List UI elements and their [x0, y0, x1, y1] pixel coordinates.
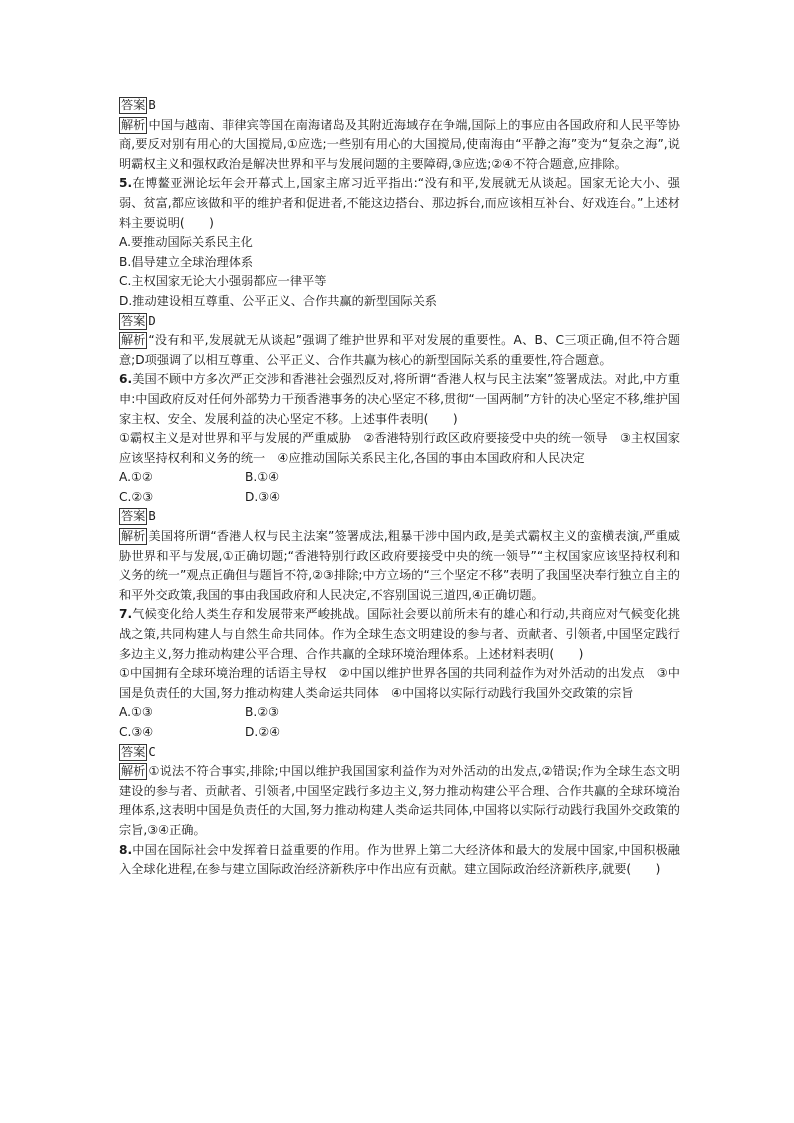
question-text: 气候变化给人类生存和发展带来严峻挑战。国际社会要以前所未有的雄心和行动,共商应对气候变化挑战之策,共同构建人与自然生命共同体。作为全球生态文明建设的参与者、贡献者、引领者,中国坚定践行多边主义,努力推动构建公平合理、合作共赢的全球环境治理体系。上述材料表明( )	[119, 607, 680, 661]
explanation-text: 中国与越南、菲律宾等国在南海诸岛及其附近海域存在争端,国际上的事应由各国政府和人民平等协商,要反对别有用心的大国搅局,①应选;一些别有用心的大国搅局,使南海由“平静之海”变为“复杂之海”,说明霸权主义和强权政治是解决世界和平与发展问题的主要障碍,③应选;②④不符合题意,应排除。	[119, 117, 680, 171]
option-grid	[119, 703, 680, 742]
answer-line	[119, 743, 680, 763]
question-5-stem	[119, 174, 680, 233]
explanation-paragraph	[119, 762, 680, 840]
explanation-tag: 解析	[121, 529, 146, 544]
question-number: 8.	[119, 842, 133, 857]
question-text: 在博鳌亚洲论坛年会开幕式上,国家主席习近平指出:“没有和平,发展就无从谈起。国家无论大小、强弱、贫富,都应该做和平的维护者和促进者,不能这边搭台、那边拆台,而应该相互补台、好戏连台。”上述材料主要说明( )	[119, 176, 680, 230]
answer-line	[119, 507, 680, 527]
explanation-text: 美国将所谓“香港人权与民主法案”签署成法,粗暴干涉中国内政,是美式霸权主义的蛮横表演,严重威胁世界和平与发展,①正确切题;“香港特别行政区政府要接受中央的统一领导”“主权国家应该坚持权利和义务的统一”观点正确但与题旨不符,②③排除;中方立场的“三个坚定不移”表明了我国坚决奉行独立自主的和平外交政策,我国的事由我国政府和人民决定,不容别国说三道四,④正确切题。	[119, 529, 680, 602]
option-b: B.①④	[245, 470, 280, 485]
statement-list: ①中国拥有全球环境治理的话语主导权 ②中国以维护世界各国的共同利益作为对外活动的出发点 ③中国是负责任的大国,努力推动构建人类命运共同体 ④中国将以实际行动践行我国外交政策的宗旨	[119, 666, 680, 700]
explanation-tag: 解析	[121, 117, 146, 132]
answer-tag: 答案	[121, 98, 146, 112]
option-c: C.③④	[119, 725, 154, 739]
option-d: D.推动建设相互尊重、公平正义、合作共赢的新型国际关系	[119, 293, 437, 308]
explanation-text: “没有和平,发展就无从谈起”强调了维护世界和平对发展的重要性。A、B、C三项正确,但不符合题意;D项强调了以相互尊重、公平正义、合作共赢为核心的新型国际关系的重要性,符合题意。	[119, 333, 680, 367]
explanation-text: ①说法不符合事实,排除;中国以维护我国国家利益作为对外活动的出发点,②错误;作为全球生态文明建设的参与者、贡献者、引领者,中国坚定践行多边主义,努力推动构建公平合理、合作共赢的全球环境治理体系,这表明中国是负责任的大国,努力推动构建人类命运共同体,中国将以实际行动践行我国外交政策的宗旨,③④正确。	[119, 764, 680, 837]
answer-line	[119, 96, 680, 116]
question-text: 中国在国际社会中发挥着日益重要的作用。作为世界上第二大经济体和最大的发展中国家,中国积极融入全球化进程,在参与建立国际政治经济新秩序中作出应有贡献。建立国际政治经济新秩序,就要( )	[119, 842, 680, 877]
answer-tag: 答案	[121, 313, 146, 328]
statement-list: ①霸权主义是对世界和平与发展的严重威胁 ②香港特别行政区政府要接受中央的统一领导 ③主权国家应该坚持权利和义务的统一 ④应推动国际关系民主化,各国的事由本国政府和人民决定	[119, 431, 680, 465]
option-a: A.①②	[119, 470, 153, 485]
explanation-paragraph	[119, 527, 680, 605]
question-number: 5.	[119, 176, 133, 191]
option-c: C.②③	[119, 489, 154, 504]
option-a: A.要推动国际关系民主化	[119, 235, 253, 250]
option-d: D.②④	[245, 725, 281, 739]
answer-value: B	[148, 98, 156, 112]
explanation-paragraph	[119, 331, 680, 370]
answer-value: D	[148, 313, 156, 328]
question-number: 7.	[119, 607, 133, 622]
question-number: 6.	[119, 372, 133, 387]
option-c: C.主权国家无论大小强弱都应一律平等	[119, 274, 327, 289]
explanation-tag: 解析	[121, 764, 146, 779]
document-page	[119, 96, 680, 880]
question-text: 美国不顾中方多次严正交涉和香港社会强烈反对,将所谓“香港人权与民主法案”签署成法。对此,中方重申:中国政府反对任何外部势力干预香港事务的决心坚定不移,贯彻“一国两制”方针的决心坚定不移,维护国家主权、安全、发展利益的决心坚定不移。上述事件表明( )	[119, 372, 680, 426]
answer-tag: 答案	[121, 509, 146, 524]
question-7-stem	[119, 605, 680, 664]
question-8-stem	[119, 841, 680, 880]
option-grid	[119, 468, 680, 507]
option-d: D.③④	[245, 489, 281, 504]
answer-value: C	[148, 744, 156, 759]
answer-value: B	[148, 509, 156, 524]
option-b: B.②③	[245, 705, 280, 720]
question-6-stem	[119, 370, 680, 429]
answer-tag: 答案	[121, 744, 146, 759]
answer-line	[119, 312, 680, 332]
explanation-tag: 解析	[121, 333, 146, 348]
option-b: B.倡导建立全球治理体系	[119, 254, 254, 269]
explanation-paragraph	[119, 116, 680, 175]
option-a: A.①③	[119, 705, 153, 720]
